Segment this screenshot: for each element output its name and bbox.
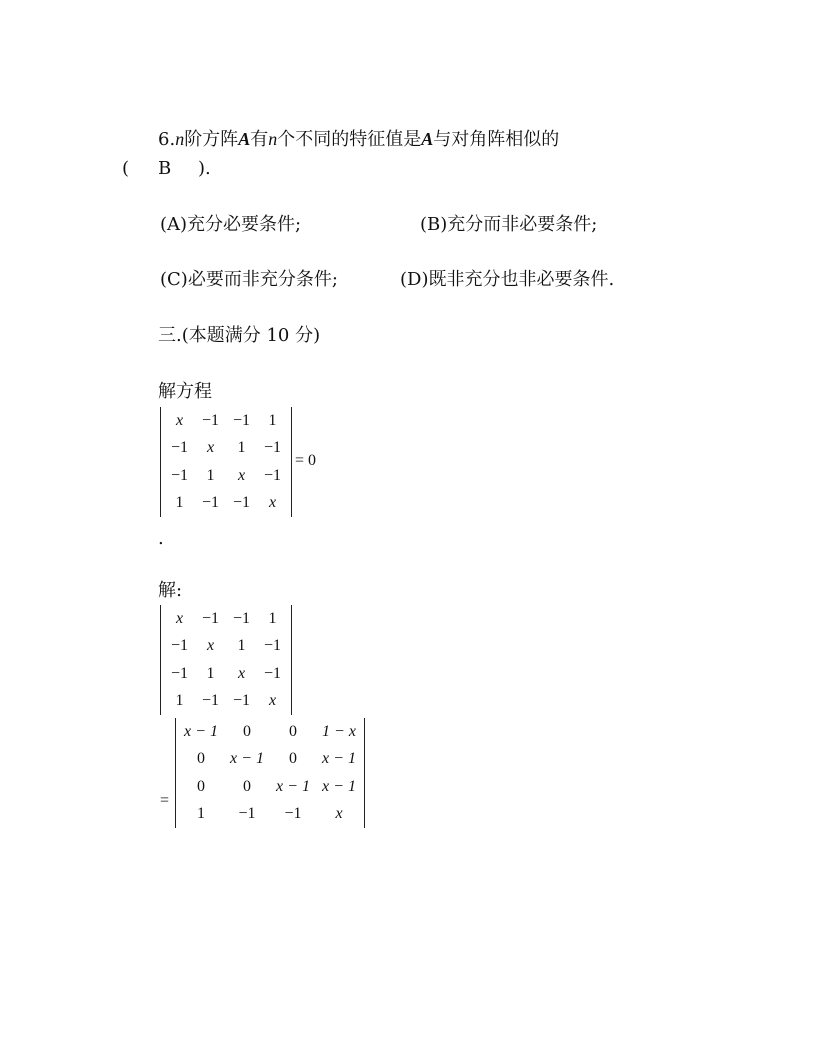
- matrix-cell: 1: [175, 692, 184, 710]
- option-b: (B)充分而非必要条件;: [420, 214, 598, 235]
- matrix-cell: −1: [232, 692, 251, 710]
- matrix-row: [178, 746, 362, 774]
- matrix-cell: x − 1: [230, 750, 264, 768]
- matrix-row: [164, 605, 288, 633]
- matrix-cell: −1: [170, 466, 189, 484]
- determinant-solution-2: [175, 718, 365, 828]
- matrix-row: [164, 660, 288, 688]
- determinant-original: [160, 407, 292, 517]
- equals-zero: = 0: [295, 452, 317, 469]
- matrix-row: [178, 718, 362, 746]
- matrix-cell: x: [237, 664, 246, 682]
- matrix-cell: 0: [197, 777, 205, 795]
- determinant-bar-right: [291, 605, 292, 715]
- determinant-bar-right: [364, 718, 365, 828]
- matrix-cell: x: [175, 411, 184, 429]
- matrix-cell: 1: [237, 637, 246, 655]
- matrix-row: [178, 801, 362, 829]
- solution-label: 解:: [158, 580, 183, 601]
- matrix-row: [164, 633, 288, 661]
- answer-paren-open: (: [122, 158, 130, 179]
- period: .: [158, 528, 164, 549]
- var-n: n: [175, 129, 185, 149]
- matrix-cell: −1: [263, 664, 282, 682]
- var-n-2: n: [268, 129, 278, 149]
- q6-text-1: 阶方阵: [184, 129, 239, 150]
- matrix-cell: 0: [243, 777, 251, 795]
- matrix-cell: x: [175, 609, 184, 627]
- matrix-cell: x − 1: [276, 777, 310, 795]
- question-6-line: [158, 128, 559, 151]
- determinant-bar-left: [160, 605, 161, 715]
- matrix-cell: x − 1: [184, 722, 218, 740]
- matrix-cell: 1: [175, 494, 184, 512]
- var-A: A: [238, 129, 251, 149]
- matrix-cell: 1: [206, 664, 215, 682]
- matrix-cell: x: [206, 439, 215, 457]
- matrix-cell: x: [268, 692, 277, 710]
- matrix-cell: 1: [268, 609, 277, 627]
- determinant-bar-right: [291, 407, 292, 517]
- matrix-cell: x: [335, 805, 343, 823]
- determinant-grid: [178, 718, 362, 828]
- matrix-cell: 1: [237, 439, 246, 457]
- matrix-cell: 1: [206, 466, 215, 484]
- var-A-2: A: [421, 129, 434, 149]
- q6-text-3: 个不同的特征值是: [277, 129, 422, 150]
- matrix-cell: −1: [238, 805, 256, 823]
- matrix-cell: −1: [263, 466, 282, 484]
- matrix-cell: 0: [289, 750, 297, 768]
- determinant-solution-1: [160, 605, 292, 715]
- matrix-cell: x: [237, 466, 246, 484]
- matrix-cell: 1: [197, 805, 205, 823]
- matrix-row: [164, 490, 288, 518]
- matrix-cell: −1: [201, 411, 220, 429]
- matrix-cell: −1: [232, 609, 251, 627]
- equation-prompt: 解方程: [158, 381, 212, 402]
- matrix-cell: x − 1: [322, 750, 356, 768]
- matrix-row: [164, 407, 288, 435]
- question-number: 6.: [158, 129, 176, 150]
- matrix-cell: −1: [263, 637, 282, 655]
- matrix-cell: −1: [201, 609, 220, 627]
- matrix-cell: x: [206, 637, 215, 655]
- q6-text-4: 与对角阵相似的: [433, 129, 560, 150]
- matrix-cell: x: [268, 494, 277, 512]
- equals-sign: =: [160, 792, 170, 809]
- determinant-bar-left: [175, 718, 176, 828]
- answer-value: B: [158, 158, 172, 179]
- matrix-cell: −1: [232, 494, 251, 512]
- matrix-cell: −1: [201, 494, 220, 512]
- option-a: (A)充分必要条件;: [160, 214, 302, 235]
- determinant-grid: [164, 605, 288, 715]
- matrix-cell: −1: [201, 692, 220, 710]
- matrix-cell: 0: [289, 722, 297, 740]
- q6-text-2: 有: [250, 129, 269, 150]
- matrix-cell: −1: [170, 637, 189, 655]
- determinant-grid: [164, 407, 288, 517]
- matrix-cell: 0: [197, 750, 205, 768]
- matrix-row: [178, 773, 362, 801]
- option-c: (C)必要而非充分条件;: [160, 269, 338, 290]
- matrix-cell: x − 1: [322, 777, 356, 795]
- matrix-cell: −1: [284, 805, 302, 823]
- matrix-cell: 1 − x: [322, 722, 356, 740]
- matrix-row: [164, 435, 288, 463]
- matrix-cell: −1: [170, 664, 189, 682]
- matrix-row: [164, 688, 288, 716]
- section-heading: 三.(本题满分 10 分): [158, 325, 321, 346]
- matrix-cell: 0: [243, 722, 251, 740]
- determinant-bar-left: [160, 407, 161, 517]
- matrix-cell: −1: [170, 439, 189, 457]
- matrix-cell: 1: [268, 411, 277, 429]
- matrix-cell: −1: [263, 439, 282, 457]
- matrix-row: [164, 462, 288, 490]
- option-d: (D)既非充分也非必要条件.: [400, 269, 615, 290]
- matrix-cell: −1: [232, 411, 251, 429]
- answer-paren-close: ).: [198, 158, 211, 179]
